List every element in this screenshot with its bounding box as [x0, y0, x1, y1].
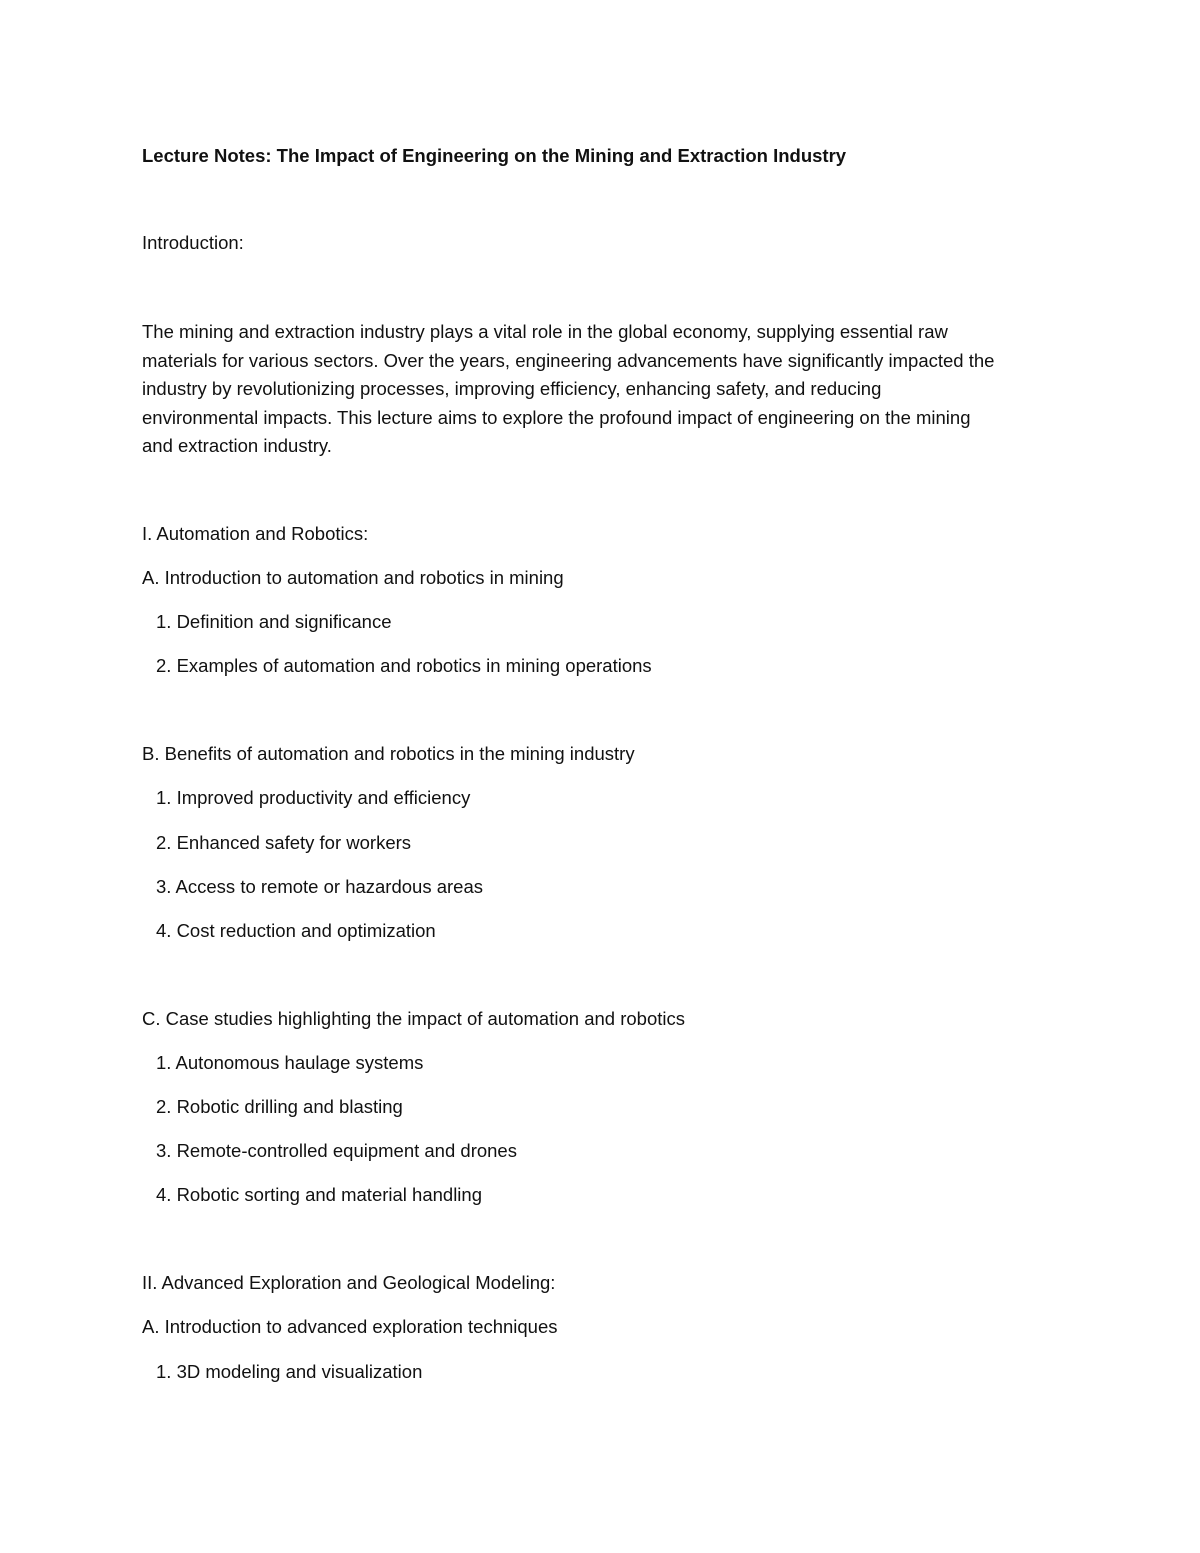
list-item: 4. Cost reduction and optimization: [156, 920, 436, 941]
document-title: Lecture Notes: The Impact of Engineering on the Mining and Extraction Industry: [142, 145, 847, 166]
intro-heading: Introduction:: [142, 232, 244, 253]
list-item: 3. Access to remote or hazardous areas: [156, 876, 484, 897]
intro-line: The mining and extraction industry plays a vital role in the global economy, supplying essential raw: [142, 321, 948, 342]
list-item: 4. Robotic sorting and material handling: [156, 1184, 482, 1205]
list-item: 1. Autonomous haulage systems: [156, 1052, 424, 1073]
intro-line: environmental impacts. This lecture aims to explore the profound impact of engineering on the mining: [142, 406, 971, 428]
list-item: 1. Improved productivity and efficiency: [156, 787, 471, 808]
list-item: 1. Definition and significance: [156, 611, 392, 632]
intro-line: industry by revolutionizing processes, improving efficiency, enhancing safety, and reducing: [142, 378, 882, 399]
subsection-heading: A. Introduction to advanced exploration techniques: [142, 1316, 558, 1337]
list-item: 3. Remote-controlled equipment and drones: [156, 1140, 517, 1161]
intro-line: and extraction industry.: [142, 435, 332, 456]
section-heading: I. Automation and Robotics:: [142, 523, 369, 544]
subsection-heading: A. Introduction to automation and robotics in mining: [142, 567, 564, 588]
list-item: 1. 3D modeling and visualization: [156, 1361, 423, 1382]
section-heading: II. Advanced Exploration and Geological Modeling:: [142, 1272, 556, 1293]
intro-paragraph: [142, 318, 1062, 461]
subsection-heading: B. Benefits of automation and robotics in the mining industry: [142, 743, 635, 764]
subsection-heading: C. Case studies highlighting the impact of automation and robotics: [142, 1008, 685, 1029]
intro-line: materials for various sectors. Over the years, engineering advancements have significantly impacted the: [142, 349, 995, 371]
list-item: 2. Examples of automation and robotics in mining operations: [156, 655, 652, 676]
list-item: 2. Robotic drilling and blasting: [156, 1096, 403, 1117]
list-item: 2. Enhanced safety for workers: [156, 832, 412, 853]
